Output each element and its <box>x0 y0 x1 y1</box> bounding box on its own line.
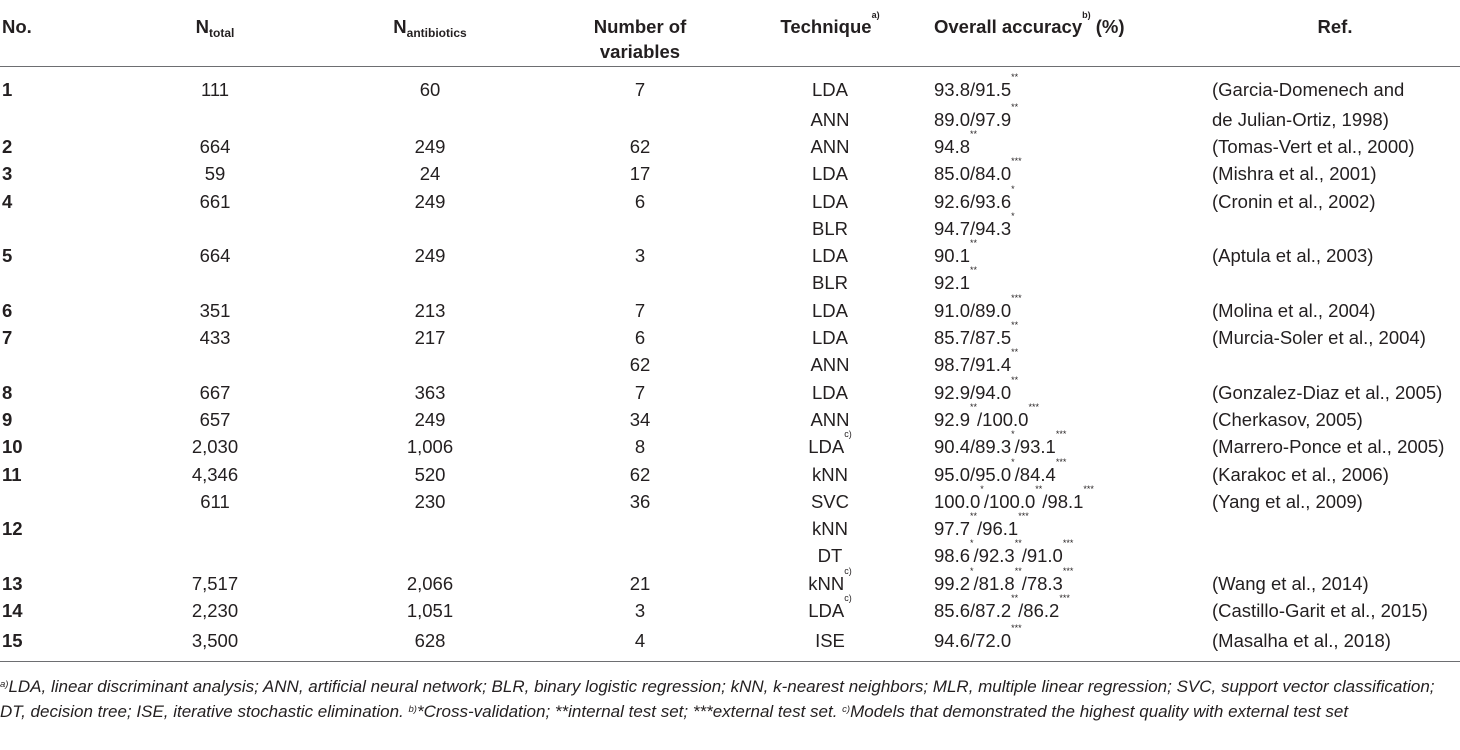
accuracy-value: /78.3 <box>1021 572 1063 594</box>
cell-technique <box>730 133 930 160</box>
table-row <box>0 488 1460 515</box>
cell-ref: (Aptula et al., 2003) <box>1212 245 1374 267</box>
table-row <box>0 66 1460 106</box>
footnote-text-c: Models that demonstrated the highest quality with external test set <box>850 701 1349 721</box>
cell-technique <box>730 324 930 351</box>
cell-nantibiotics: 1,006 <box>406 436 454 458</box>
cell-ntotal <box>120 106 310 133</box>
cell-ntotal: 611 <box>200 490 230 512</box>
cell-ref: (Cherkasov, 2005) <box>1212 408 1363 430</box>
cell-nantibiotics: 363 <box>414 381 446 403</box>
cell-overall-accuracy <box>930 265 1210 296</box>
technique-label: ANN <box>810 135 850 157</box>
accuracy-significance-mark: *** <box>1011 156 1022 167</box>
accuracy-value: 94.6/72.0 <box>934 629 1012 651</box>
cell-technique <box>730 297 930 324</box>
cell-ntotal: 111 <box>200 78 230 100</box>
cell-overall-accuracy <box>930 320 1210 351</box>
cell-no: 3 <box>2 163 13 185</box>
cell-ntotal <box>120 351 310 378</box>
cell-ref <box>1210 542 1460 569</box>
technique-label: BLR <box>812 217 848 239</box>
cell-no <box>0 215 120 242</box>
cell-ref: (Murcia-Soler et al., 2004) <box>1212 327 1426 349</box>
cell-ref <box>1210 515 1460 542</box>
header-number-of-variables: Number of variables <box>550 2 730 66</box>
footnote-text-b: *Cross-validation; **internal test set; ***external test set. <box>416 701 843 721</box>
table-row <box>0 269 1460 296</box>
cell-technique <box>730 592 930 624</box>
footnote-mark-b: b) <box>408 703 417 715</box>
cell-overall-accuracy <box>930 401 1210 433</box>
cell-ref: (Karakoc et al., 2006) <box>1212 463 1389 485</box>
cell-technique <box>730 187 930 214</box>
cell-nantibiotics <box>310 269 550 296</box>
footnote-mark-a: a) <box>0 679 9 690</box>
accuracy-value: /100.0 <box>983 490 1036 512</box>
cell-number-of-variables <box>550 542 730 569</box>
table-row <box>0 242 1460 269</box>
cell-ntotal: 433 <box>199 327 231 349</box>
accuracy-significance-mark: * <box>1011 183 1015 194</box>
cell-technique <box>730 429 930 460</box>
accuracy-value: 99.2 <box>934 572 971 594</box>
cell-number-of-variables: 62 <box>629 135 651 157</box>
cell-technique <box>730 160 930 187</box>
accuracy-significance-mark: * <box>1011 456 1015 467</box>
cell-no: 7 <box>2 327 13 349</box>
accuracy-value: 92.9/94.0 <box>934 381 1012 403</box>
accuracy-significance-mark: *** <box>1011 622 1022 633</box>
cell-no <box>0 542 120 569</box>
cell-ntotal: 664 <box>199 245 231 267</box>
cell-overall-accuracy <box>930 128 1210 160</box>
cell-ntotal: 3,500 <box>120 624 310 662</box>
cell-nantibiotics: 213 <box>414 299 446 321</box>
accuracy-significance-mark: ** <box>1011 592 1019 603</box>
accuracy-value: 97.7 <box>934 518 971 540</box>
table-row <box>0 460 1460 487</box>
table-row <box>0 624 1460 662</box>
cell-nantibiotics: 249 <box>414 135 446 157</box>
technique-label: DT <box>817 545 843 567</box>
table-row <box>0 215 1460 242</box>
cell-overall-accuracy <box>930 456 1210 487</box>
accuracy-value: 92.1 <box>934 272 971 294</box>
table-row <box>0 542 1460 569</box>
technique-footnote-mark: c) <box>844 429 852 440</box>
cell-overall-accuracy <box>930 592 1210 624</box>
cell-number-of-variables <box>550 515 730 542</box>
cell-technique <box>730 488 930 515</box>
accuracy-significance-mark: ** <box>1014 538 1022 549</box>
table-row <box>0 597 1460 624</box>
table-footnote <box>0 675 1445 724</box>
cell-number-of-variables: 4 <box>550 624 730 662</box>
accuracy-significance-mark: ** <box>1011 320 1019 331</box>
cell-no <box>0 106 120 133</box>
accuracy-significance-mark: ** <box>970 511 978 522</box>
accuracy-value: 91.0/89.0 <box>934 299 1012 321</box>
accuracy-value: /93.1 <box>1014 436 1056 458</box>
technique-label: LDA <box>812 299 848 321</box>
technique-label: LDA <box>812 163 848 185</box>
cell-technique <box>730 542 930 569</box>
cell-technique <box>730 460 930 487</box>
accuracy-significance-mark: ** <box>970 265 978 276</box>
cell-number-of-variables: 6 <box>634 190 646 212</box>
header-ref: Ref. <box>1210 2 1460 66</box>
cell-technique <box>730 215 930 242</box>
cell-ref: (Masalha et al., 2018) <box>1210 624 1460 662</box>
cell-number-of-variables: 62 <box>629 463 651 485</box>
cell-no: 10 <box>2 436 23 458</box>
cell-number-of-variables: 36 <box>629 490 651 512</box>
cell-number-of-variables: 7 <box>634 381 646 403</box>
technique-label: kNN <box>812 463 848 485</box>
accuracy-significance-mark: * <box>970 538 974 549</box>
cell-nantibiotics: 249 <box>414 245 446 267</box>
cell-ref: (Gonzalez-Diaz et al., 2005) <box>1212 381 1443 403</box>
accuracy-significance-mark: ** <box>1011 71 1019 82</box>
table-row <box>0 297 1460 324</box>
accuracy-significance-mark: ** <box>1035 483 1043 494</box>
header-overall-accuracy: Overall accuracy$^{b)}$ (%) <box>930 2 1210 66</box>
accuracy-value: 93.8/91.5 <box>934 78 1012 100</box>
cell-number-of-variables: 21 <box>629 572 651 594</box>
cell-number-of-variables <box>550 269 730 296</box>
table-row <box>0 133 1460 160</box>
accuracy-value: /84.4 <box>1014 463 1056 485</box>
table-row <box>0 351 1460 378</box>
accuracy-significance-mark: * <box>980 483 984 494</box>
table-row <box>0 187 1460 214</box>
cell-nantibiotics: 60 <box>419 78 441 100</box>
cell-number-of-variables: 3 <box>634 599 646 621</box>
table-row <box>0 324 1460 351</box>
cell-no: 4 <box>2 190 13 212</box>
cell-number-of-variables <box>550 215 730 242</box>
technique-label: LDA <box>812 327 848 349</box>
accuracy-value: 95.0/95.0 <box>934 463 1012 485</box>
technique-footnote-mark: c) <box>844 565 852 576</box>
cell-no: 15 <box>0 624 120 662</box>
accuracy-significance-mark: *** <box>1062 565 1074 576</box>
table-row <box>0 378 1460 405</box>
accuracy-significance-mark: *** <box>1011 292 1022 303</box>
cell-ntotal <box>120 515 310 542</box>
cell-ref: (Yang et al., 2009) <box>1212 490 1363 512</box>
accuracy-significance-mark: ** <box>1011 347 1019 358</box>
cell-no: 11 <box>2 463 22 485</box>
cell-no <box>0 269 120 296</box>
accuracy-significance-mark: *** <box>1028 401 1039 412</box>
cell-number-of-variables: 34 <box>629 408 651 430</box>
accuracy-significance-mark: ** <box>970 401 978 412</box>
cell-overall-accuracy <box>930 292 1210 324</box>
accuracy-value: /92.3 <box>973 545 1015 567</box>
technique-footnote-mark: c) <box>844 592 852 603</box>
cell-ntotal: 657 <box>199 408 231 430</box>
accuracy-value: 92.9 <box>934 408 971 430</box>
cell-ntotal: 667 <box>199 381 231 403</box>
accuracy-significance-mark: ** <box>1011 101 1019 112</box>
cell-ntotal: 4,346 <box>191 463 239 485</box>
technique-label: ANN <box>810 408 850 430</box>
cell-number-of-variables <box>550 106 730 133</box>
accuracy-significance-mark: * <box>970 565 974 576</box>
header-technique: Technique$^{a)}$ <box>730 2 930 66</box>
cell-nantibiotics: 520 <box>414 463 446 485</box>
cell-nantibiotics: 230 <box>414 490 446 512</box>
accuracy-significance-mark: ** <box>1011 374 1019 385</box>
technique-label: kNN <box>812 518 848 540</box>
cell-technique <box>730 66 930 106</box>
table-row <box>0 433 1460 460</box>
table-row <box>0 160 1460 187</box>
cell-no: 1 <box>2 78 13 100</box>
footnote-text-a: LDA, linear discriminant analysis; ANN, artificial neural network; BLR, binary logistic regression; kNN, k-nearest neighbors; MLR, multiple linear regression; SVC, support vector classification; DT, decision tree; ISE, iterative stochastic elimination. <box>0 677 1435 721</box>
technique-label: SVC <box>810 490 850 512</box>
technique-label: LDA <box>812 78 848 100</box>
cell-nantibiotics: 24 <box>419 163 441 185</box>
cell-ntotal: 664 <box>199 135 231 157</box>
cell-ntotal: 661 <box>199 190 231 212</box>
cell-ref: (Mishra et al., 2001) <box>1212 163 1377 185</box>
cell-overall-accuracy <box>930 429 1210 460</box>
cell-number-of-variables: 8 <box>634 436 646 458</box>
cell-no: 9 <box>2 408 13 430</box>
accuracy-significance-mark: *** <box>1062 538 1074 549</box>
cell-ntotal: 7,517 <box>191 572 239 594</box>
cell-nantibiotics: 217 <box>414 327 446 349</box>
technique-label: kNN <box>808 572 845 594</box>
accuracy-significance-mark: *** <box>1083 483 1094 494</box>
cell-no: 6 <box>2 299 13 321</box>
accuracy-value: 98.7/91.4 <box>934 354 1012 376</box>
technique-label: LDA <box>808 599 845 621</box>
accuracy-significance-mark: *** <box>1055 456 1067 467</box>
cell-number-of-variables: 7 <box>634 78 646 100</box>
cell-number-of-variables: 7 <box>634 299 646 321</box>
accuracy-value: 85.7/87.5 <box>934 327 1012 349</box>
cell-nantibiotics: 628 <box>310 624 550 662</box>
cell-ref <box>1210 215 1460 242</box>
technique-label: LDA <box>808 436 845 458</box>
cell-ref <box>1210 269 1460 296</box>
cell-overall-accuracy <box>930 156 1210 187</box>
cell-ntotal <box>120 269 310 296</box>
accuracy-value: 94.7/94.3 <box>934 217 1012 239</box>
header-no: No. <box>0 2 120 66</box>
cell-ntotal: 2,230 <box>191 599 239 621</box>
accuracy-value: /86.2 <box>1018 599 1060 621</box>
accuracy-value: 85.0/84.0 <box>934 163 1012 185</box>
cell-nantibiotics: 2,066 <box>406 572 454 594</box>
accuracy-significance-mark: * <box>1011 210 1015 221</box>
cell-ref: (Marrero-Ponce et al., 2005) <box>1212 436 1445 458</box>
cell-nantibiotics: 249 <box>414 408 446 430</box>
cell-ntotal <box>120 215 310 242</box>
cell-overall-accuracy <box>930 565 1210 597</box>
cell-technique <box>730 565 930 597</box>
cell-technique <box>730 242 930 269</box>
footnote-mark-c: c) <box>842 703 851 715</box>
cell-technique <box>730 378 930 405</box>
results-table <box>0 2 1460 662</box>
cell-no: 12 <box>2 518 23 540</box>
cell-ntotal: 59 <box>204 163 226 185</box>
accuracy-significance-mark: *** <box>1055 429 1067 440</box>
accuracy-value: /81.8 <box>973 572 1015 594</box>
cell-nantibiotics: 249 <box>414 190 446 212</box>
cell-ntotal: 2,030 <box>191 436 239 458</box>
cell-no: 13 <box>2 572 23 594</box>
cell-technique <box>730 106 930 133</box>
cell-ref: de Julian-Ortiz, 1998) <box>1212 108 1389 130</box>
technique-label: LDA <box>812 190 848 212</box>
cell-no: 2 <box>2 135 13 157</box>
cell-ref: (Garcia-Domenech and <box>1212 78 1405 100</box>
table-row <box>0 570 1460 597</box>
technique-label: LDA <box>812 245 848 267</box>
accuracy-value: /98.1 <box>1042 490 1084 512</box>
cell-nantibiotics <box>310 215 550 242</box>
header-ntotal: $N_{total}$ <box>120 2 310 66</box>
accuracy-significance-mark: ** <box>970 238 978 249</box>
cell-no: 8 <box>2 381 13 403</box>
cell-technique <box>730 351 930 378</box>
cell-technique <box>730 406 930 433</box>
accuracy-significance-mark: * <box>1011 429 1015 440</box>
accuracy-value: /91.0 <box>1021 545 1063 567</box>
accuracy-significance-mark: ** <box>970 128 978 139</box>
cell-nantibiotics <box>310 542 550 569</box>
cell-ref: (Castillo-Garit et al., 2015) <box>1212 599 1428 621</box>
table-row <box>0 406 1460 433</box>
cell-ref: (Tomas-Vert et al., 2000) <box>1212 135 1415 157</box>
cell-number-of-variables: 6 <box>634 327 646 349</box>
accuracy-value: 89.0/97.9 <box>934 108 1012 130</box>
cell-technique <box>730 624 930 662</box>
technique-label: BLR <box>812 272 848 294</box>
cell-number-of-variables: 3 <box>634 245 646 267</box>
cell-ref: (Molina et al., 2004) <box>1212 299 1376 321</box>
cell-nantibiotics <box>310 351 550 378</box>
cell-overall-accuracy <box>930 183 1210 214</box>
cell-ntotal: 351 <box>199 299 231 321</box>
accuracy-value: 90.4/89.3 <box>934 436 1012 458</box>
technique-label: ANN <box>810 108 850 130</box>
cell-technique <box>730 269 930 296</box>
cell-no <box>0 488 120 515</box>
cell-nantibiotics <box>310 106 550 133</box>
accuracy-value: 90.1 <box>934 245 971 267</box>
accuracy-value: /96.1 <box>977 518 1019 540</box>
accuracy-value: 98.6 <box>934 545 971 567</box>
accuracy-value: 85.6/87.2 <box>934 599 1012 621</box>
cell-number-of-variables: 17 <box>629 163 651 185</box>
cell-number-of-variables: 62 <box>629 354 651 376</box>
header-nantibiotics: $N_{antibiotics}$ <box>310 2 550 66</box>
accuracy-significance-mark: *** <box>1018 511 1029 522</box>
accuracy-significance-mark: *** <box>1059 592 1070 603</box>
cell-nantibiotics <box>310 515 550 542</box>
accuracy-value: 100.0 <box>934 490 981 512</box>
cell-overall-accuracy <box>930 347 1210 378</box>
cell-overall-accuracy <box>930 624 1210 662</box>
cell-ref: (Wang et al., 2014) <box>1212 572 1369 594</box>
accuracy-significance-mark: ** <box>1014 565 1022 576</box>
cell-overall-accuracy <box>930 66 1210 106</box>
accuracy-value: /100.0 <box>977 408 1029 430</box>
cell-nantibiotics: 1,051 <box>406 599 454 621</box>
cell-no <box>0 351 120 378</box>
cell-ntotal <box>120 542 310 569</box>
cell-no: 5 <box>2 245 13 267</box>
accuracy-value: 94.8 <box>934 135 971 157</box>
accuracy-value: 92.6/93.6 <box>934 190 1012 212</box>
cell-ref: (Cronin et al., 2002) <box>1212 190 1376 212</box>
cell-no: 14 <box>2 599 23 621</box>
technique-label: LDA <box>812 381 848 403</box>
header-row <box>0 2 1460 66</box>
cell-ref <box>1210 351 1460 378</box>
technique-label: ANN <box>810 354 850 376</box>
table-row <box>0 106 1460 133</box>
cell-technique <box>730 515 930 542</box>
technique-label: ISE <box>815 629 845 651</box>
table-row <box>0 515 1460 542</box>
